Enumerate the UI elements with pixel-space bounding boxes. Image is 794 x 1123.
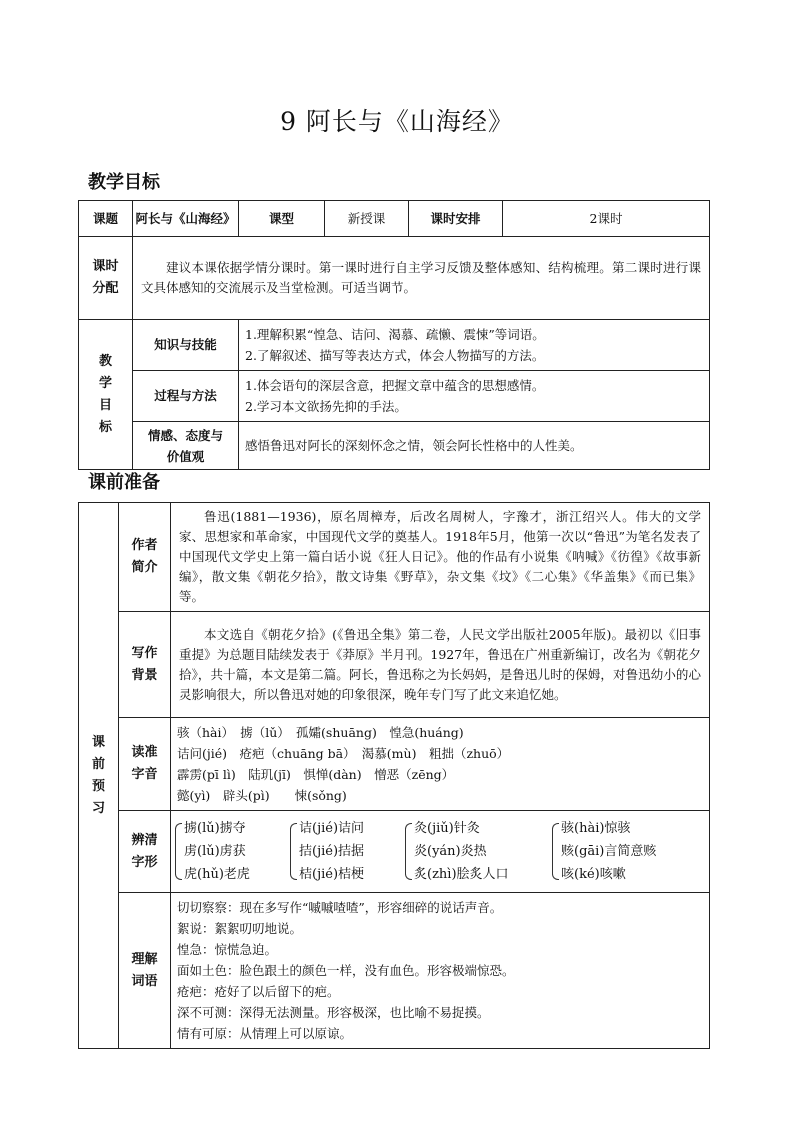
pronunciation-list [171,718,710,811]
goal-knowledge-items [239,320,710,371]
vocab-label [119,893,171,1049]
preview-table [78,502,710,1049]
preview-label-char: 前 [91,756,105,772]
glyph-group [405,817,544,886]
pronunciation-line: 骇（hài） 掳（lǔ） 孤孀(shuāng) 惶急(huáng) [177,725,464,740]
goals-label [79,320,133,470]
preview-label-char: 预 [91,778,105,794]
brace-mark [290,823,297,880]
cell-schedule-header: 课时安排 [409,201,503,237]
glyph-item: 灸(jiǔ)针灸 [414,821,480,836]
section-heading-preview: 课前准备 [88,472,160,493]
glyph-group [175,817,282,886]
vocab-item: 深不可测：深得无法测量。形容极深，也比喻不易捉摸。 [177,1005,490,1020]
cell-type: 新授课 [325,201,409,237]
cell-type-header: 课型 [239,201,325,237]
teaching-goals-table [78,200,710,470]
pronunciation-line: 霹雳(pī lì) 陆玑(jī) 惧惮(dàn) 憎恶（zēng） [177,767,455,782]
vocab-item: 情有可原：从情理上可以原谅。 [177,1026,353,1041]
glyph-label-line: 辨清 [131,832,158,848]
glyph-item: 桔(jié)桔梗 [299,867,365,882]
goal-emotion-label-line: 价值观 [166,448,205,464]
author-label-line: 简介 [131,560,158,575]
preview-label-char: 课 [91,734,105,750]
cell-topic-header: 课题 [79,201,133,237]
author-label-line: 作者 [131,538,158,553]
preview-label-char: 习 [91,800,105,816]
glyph-item: 炙(zhì)脍炙人口 [414,867,509,882]
vocab-item: 疮疤：疮好了以后留下的疤。 [177,984,340,999]
pronunciation-label-line: 读准 [131,745,158,760]
glyph-group [552,817,701,886]
goal-emotion-text: 感悟鲁迅对阿长的深刻怀念之情，领会阿长性格中的人性美。 [239,422,710,470]
author-text: 鲁迅(1881—1936)，原名周樟寿，后改名周树人，字豫才，浙江绍兴人。伟大的文学家、思想家和革命家，中国现代文学的奠基人。1918年5月，他第一次以“鲁迅”为笔名发表了中国现代文学史上第一篇白话小说《狂人日记》。他的作品有小说集《呐喊》《彷徨》《故事新编》，散文集《朝花夕拾》，散文诗集《野草》，杂文集《坟》《二心集》《华盖集》《而已集》等。 [171,503,710,612]
background-label-line: 背景 [131,667,158,683]
goals-label-char: 学 [98,375,112,391]
page-title: 9 阿长与《山海经》 [280,107,514,136]
vocab-list [171,893,710,1049]
pronunciation-line: 诘问(jié) 疮疤（chuāng bā） 渴慕(mù) 粗拙（zhuō） [177,746,510,761]
glyph-item: 诘(jié)诘问 [299,821,365,836]
glyph-label-line: 字形 [131,854,158,870]
pronunciation-label [119,718,171,811]
background-label [119,612,171,718]
alloc-label-line: 分配 [92,281,119,296]
glyph-item: 虎(hǔ)老虎 [184,867,250,882]
brace-mark [552,823,559,880]
section-heading-goals: 教学目标 [88,172,160,193]
author-label [119,503,171,612]
glyph-item: 赅(gāi)言简意赅 [561,844,657,859]
vocab-label-line: 理解 [131,951,158,967]
glyph-item: 虏(lǔ)虏获 [184,844,246,859]
background-label-line: 写作 [131,645,158,661]
goal-emotion-label-line: 情感、态度与 [147,427,223,443]
vocab-item: 惶急：惊慌急迫。 [177,942,278,957]
vocab-item: 面如土色：脸色跟土的颜色一样，没有血色。形容极端惊恐。 [177,963,515,978]
brace-mark [405,823,412,880]
glyph-item: 炎(yán)炎热 [414,844,487,859]
glyph-item: 咳(ké)咳嗽 [561,867,626,882]
glyph-item: 拮(jié)拮据 [299,844,365,859]
glyph-item: 骇(hài)惊骇 [561,821,631,836]
goal-emotion-label [133,422,239,470]
alloc-label-line: 课时 [92,259,119,274]
glyph-groups [171,811,710,893]
preview-label [79,503,119,1049]
goal-item: 2.学习本文欲扬先抑的手法。 [245,399,407,414]
cell-topic: 阿长与《山海经》 [133,201,239,237]
goals-label-char: 标 [98,419,112,435]
vocab-item: 切切察察：现在多写作“嘁嘁喳喳”，形容细碎的说话声音。 [177,900,503,915]
brace-mark [175,823,182,880]
pronunciation-line: 懿(yì) 辟头(pì) 悚(sǒng) [177,788,347,803]
goal-item: 1.体会语句的深层含意，把握文章中蕴含的思想感情。 [245,378,545,393]
glyph-item: 掳(lǔ)掳夺 [184,821,246,836]
goals-label-char: 目 [98,397,112,413]
pronunciation-label-line: 字音 [131,767,158,782]
goal-knowledge-label: 知识与技能 [133,320,239,371]
goal-process-label: 过程与方法 [133,371,239,422]
cell-schedule: 2课时 [503,201,710,237]
goal-process-items [239,371,710,422]
vocab-label-line: 词语 [131,973,158,989]
goal-item: 1.理解积累“惶急、诘问、渴慕、疏懒、震悚”等词语。 [245,327,545,342]
background-text: 本文选自《朝花夕拾》(《鲁迅全集》第二卷，人民文学出版社2005年版)。最初以《旧事重提》为总题目陆续发表于《莽原》半月刊。1927年，鲁迅在广州重新编订，改名为《朝花夕拾》，共十篇，本文是第二篇。阿长，鲁迅称之为长妈妈，是鲁迅儿时的保姆，对鲁迅幼小的心灵影响很大，所以鲁迅对她的印象很深，晚年专门写了此文来追忆她。 [171,612,710,718]
goal-item: 2.了解叙述、描写等表达方式，体会人物描写的方法。 [245,348,545,363]
alloc-text: 建议本课依据学情分课时。第一课时进行自主学习反馈及整体感知、结构梳理。第二课时进行课文具体感知的交流展示及当堂检测。可适当调节。 [133,237,710,320]
goals-label-char: 教 [98,353,112,369]
alloc-label [79,237,133,320]
glyph-group [290,817,397,886]
vocab-item: 絮说：絮絮叨叨地说。 [177,921,303,936]
glyph-label [119,811,171,893]
